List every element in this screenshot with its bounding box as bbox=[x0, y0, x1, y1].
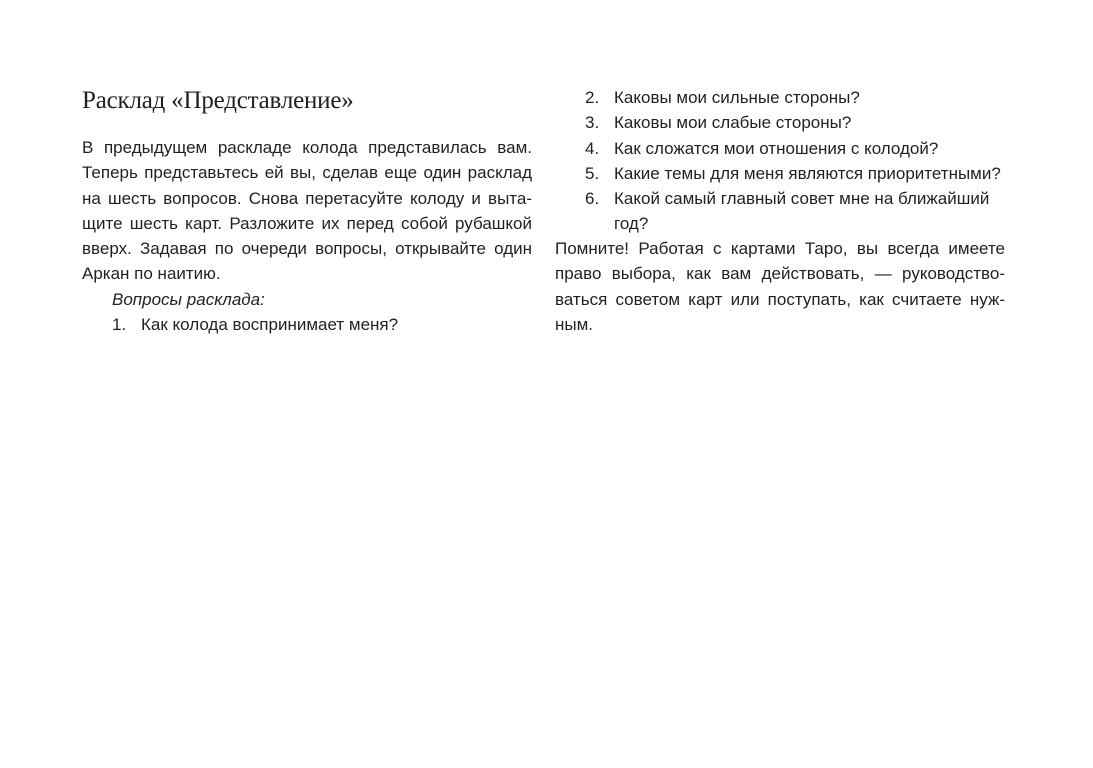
closing-line: ваться советом карт или поступать, как считаете нуж- bbox=[555, 289, 1005, 309]
question-line: Какие темы для меня являются приоритетными? bbox=[614, 163, 1001, 183]
intro-line: на шесть вопросов. Снова перетасуйте колоду и выта- bbox=[82, 188, 532, 208]
intro-line: В предыдущем раскладе колода представилась вам. bbox=[82, 138, 532, 157]
question-line: Как сложатся мои отношения с колодой? bbox=[614, 138, 939, 158]
question-text bbox=[614, 85, 1005, 110]
question-number: 3. bbox=[585, 113, 600, 133]
closing-line: ным. bbox=[555, 314, 594, 334]
question-item-4 bbox=[555, 136, 1005, 161]
question-number: 6. bbox=[585, 189, 600, 209]
question-text bbox=[614, 136, 1005, 161]
intro-line: вверх. Задавая по очереди вопросы, открывайте один bbox=[82, 239, 532, 259]
question-line: Каковы мои сильные стороны? bbox=[614, 88, 860, 107]
section-title: Расклад «Представление» bbox=[82, 87, 354, 114]
questions-list-continued bbox=[555, 85, 1005, 237]
question-line: Какой самый главный совет мне на ближайший bbox=[614, 189, 990, 209]
closing-line: право выбора, как вам действовать, — руководство- bbox=[555, 264, 1005, 284]
question-item-2 bbox=[555, 85, 1005, 110]
question-line: Каковы мои слабые стороны? bbox=[614, 113, 852, 133]
closing-line: Помните! Работая с картами Таро, вы всегда имеете bbox=[555, 239, 1005, 258]
intro-line: щите шесть карт. Разложите их перед собой рубашкой bbox=[82, 213, 532, 233]
question-text bbox=[141, 312, 532, 337]
question-number: 2. bbox=[585, 88, 600, 107]
question-item-1 bbox=[82, 312, 532, 337]
question-line: год? bbox=[614, 214, 649, 234]
intro-line: Аркан по наитию. bbox=[82, 264, 221, 284]
question-text bbox=[614, 110, 1005, 135]
question-item-6 bbox=[555, 186, 1005, 237]
question-item-3 bbox=[555, 110, 1005, 135]
question-line: Как колода воспринимает меня? bbox=[141, 315, 399, 335]
intro-line: Теперь представьтесь ей вы, сделав еще один расклад bbox=[82, 163, 532, 183]
question-item-5 bbox=[555, 161, 1005, 186]
question-text bbox=[614, 186, 1005, 237]
intro-paragraph bbox=[82, 135, 532, 337]
question-number: 5. bbox=[585, 163, 600, 183]
questions-label: Вопросы расклада: bbox=[112, 289, 265, 309]
question-number: 1. bbox=[112, 315, 127, 335]
question-text bbox=[614, 161, 1005, 186]
closing-paragraph bbox=[555, 236, 1005, 337]
question-number: 4. bbox=[585, 138, 600, 158]
